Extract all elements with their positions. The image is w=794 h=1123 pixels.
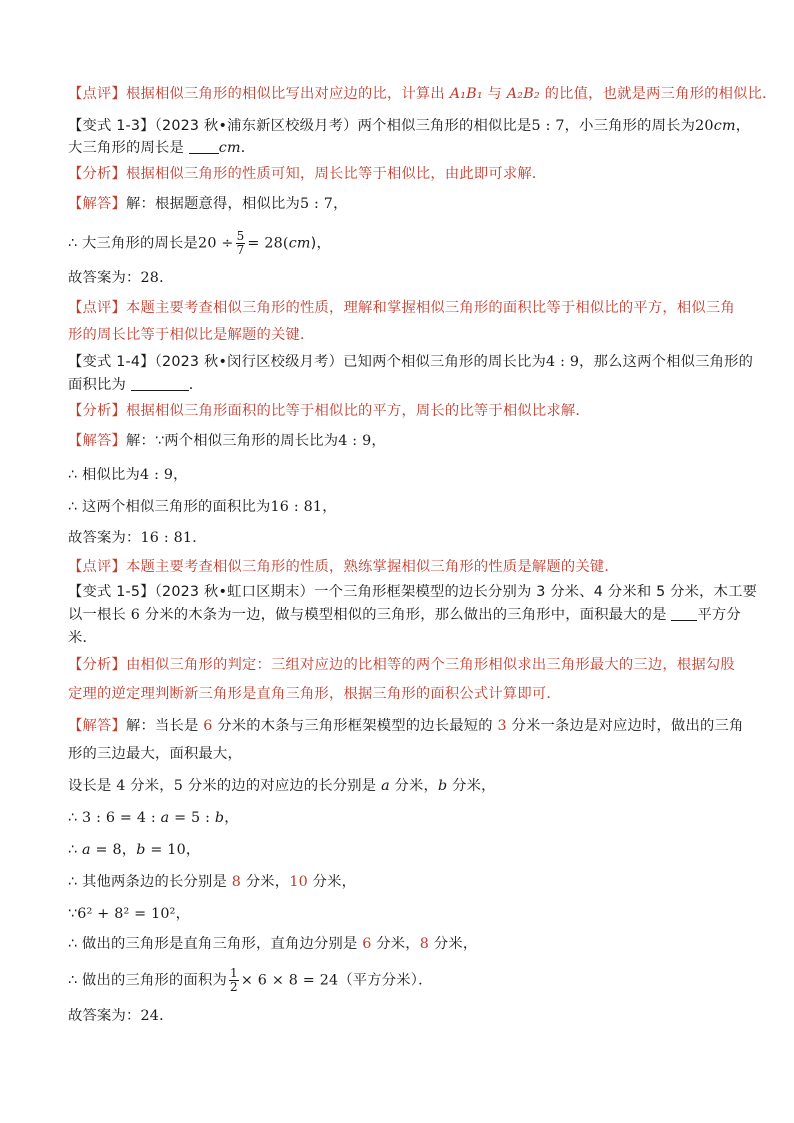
- solution-step: 形的三边最大，面积最大，: [68, 746, 242, 762]
- comment-paragraph: [68, 84, 777, 104]
- answer-blank: [189, 139, 219, 154]
- solution-step: 设长是 4 分米，5 分米的边的对应边的长分别是 a 分米，b 分米，: [68, 778, 496, 794]
- solution-step: ∵6² + 8² = 10²，: [68, 906, 191, 922]
- solution-step: ∴ 做出的三角形的面积为 $\frac{1}{2}$ × 6 × 8 = 24（平方分米）．: [68, 966, 433, 994]
- solution-paragraph: 【解答】解：根据题意得，相似比为5 : 7，: [68, 196, 348, 212]
- answer-line: 故答案为：16 : 81．: [68, 530, 207, 546]
- comment-paragraph: 【点评】本题主要考查相似三角形的性质，熟练掌握相似三角形的性质是解题的关键．: [68, 559, 619, 575]
- problem-1-5-line3: 米．: [68, 630, 97, 646]
- problem-1-3-line2: 大三角形的周长是 cm．: [68, 140, 256, 156]
- solution-step: ∴ 其他两条边的长分别是 8 分米，10 分米，: [68, 874, 357, 890]
- answer-line: 故答案为：28．: [68, 270, 174, 286]
- solution-step: ∴ 做出的三角形是直角三角形，直角边分别是 6 分米，8 分米，: [68, 936, 478, 952]
- problem-1-5-line2: 以一根长 6 分米的木条为一边，做与模型相似的三角形，那么做出的三角形中，面积最大的是 平方分: [68, 607, 741, 623]
- answer-blank: [131, 376, 189, 391]
- problem-1-4-line1: 【变式 1-4】（2023 秋•闵行区校级月考）已知两个相似三角形的周长比为4 : 9，那么这两个相似三角形的: [68, 354, 754, 370]
- problem-1-5-line1: 【变式 1-5】（2023 秋•虹口区期末）一个三角形框架模型的边长分别为 3 分米、4 分米和 5 分米，木工要: [68, 584, 758, 600]
- analysis-paragraph: 【分析】根据相似三角形面积的比等于相似比的平方，周长的比等于相似比求解．: [68, 403, 590, 419]
- solution-step: ∴ 3 : 6 = 4 : a = 5 : b，: [68, 810, 239, 826]
- solution-paragraph: 【解答】解：当长是 6 分米的木条与三角形框架模型的边长最短的 3 分米一条边是对应边时，做出的三角: [68, 718, 744, 734]
- problem-1-4-line2: 面积比为 ．: [68, 377, 204, 393]
- analysis-paragraph: 【分析】根据相似三角形的性质可知，周长比等于相似比，由此即可求解．: [68, 166, 547, 182]
- problem-source: （2023 秋•浦东新区校级月考）: [154, 118, 358, 134]
- solution-paragraph: 【解答】解：∵两个相似三角形的周长比为4 : 9，: [68, 433, 386, 449]
- solution-step: ∴ 这两个相似三角形的面积比为16 : 81，: [68, 499, 337, 515]
- fraction: $\frac{1}{2}$: [230, 966, 238, 994]
- comment-paragraph-cont: 形的周长比等于相似比是解题的关键．: [68, 327, 315, 343]
- answer-blank: [671, 606, 697, 621]
- comment-text: 根据相似三角形的相似比写出对应边的比，计算出 A₁B₁ 与 A₂B₂ 的比值，也就是两三角形的相似比．: [126, 86, 777, 102]
- solution-step: ∴ 大三角形的周长是20 ÷ $\frac{5}{7}$ = 28(cm)，: [68, 229, 331, 257]
- answer-line: 故答案为：24．: [68, 1008, 174, 1024]
- analysis-paragraph-cont: 定理的逆定理判断新三角形是直角三角形，根据三角形的面积公式计算即可．: [68, 686, 561, 702]
- comment-paragraph: 【点评】本题主要考查相似三角形的性质，理解和掌握相似三角形的面积比等于相似比的平方，相似三角: [68, 300, 735, 316]
- comment-tag: 【点评】: [68, 86, 126, 102]
- problem-1-3-line1: 【变式 1-3】（2023 秋•浦东新区校级月考）两个相似三角形的相似比是5 : 7，小三角形的周长为20cm，: [68, 118, 751, 134]
- analysis-paragraph: 【分析】由相似三角形的判定：三组对应边的比相等的两个三角形相似求出三角形最大的三边，根据勾股: [68, 657, 735, 673]
- solution-step: ∴ 相似比为4 : 9，: [68, 467, 188, 483]
- problem-label: 【变式 1-3】: [68, 118, 155, 134]
- solution-step: ∴ a = 8，b = 10，: [68, 842, 201, 858]
- fraction: $\frac{5}{7}$: [236, 229, 245, 257]
